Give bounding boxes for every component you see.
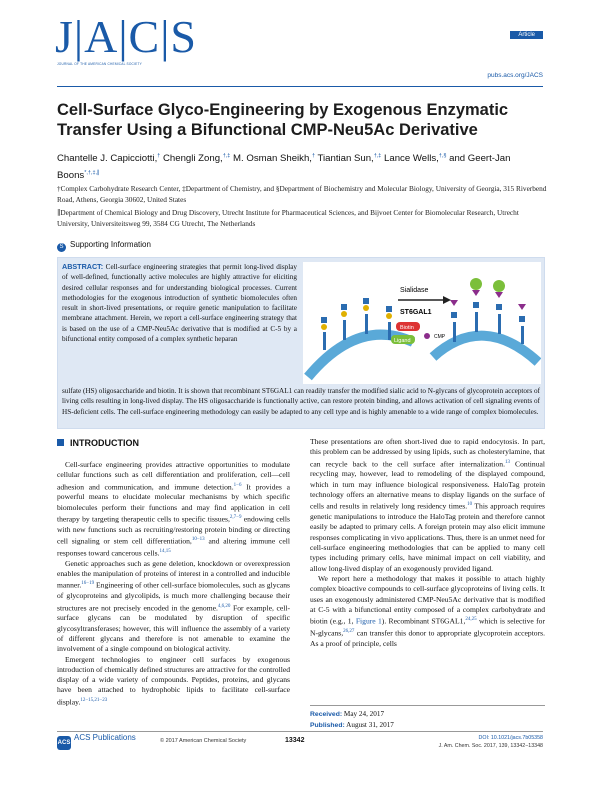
biotin-label: Biotin	[400, 325, 414, 331]
right-column	[310, 437, 545, 649]
author-name: M. Osman Sheikh,	[233, 153, 312, 165]
header-divider	[57, 86, 543, 87]
abstract-text-full: sulfate (HS) oligosaccharide and biotin. It is shown that recombinant ST6GAL1 can readily transfer the modified sialic acid to N-glycans of glycoprotein acceptors of living cells resulting in long-lived display. The HS oligosaccharide is functionally active, can restore protein binding, and allows activation of cell signaling events of HS-deficient cells. The cell-surface engineering methodology can easily be adapted to any cell type and is highly amenable to a wide range of complex biomolecules.	[62, 387, 540, 416]
toc-graphic	[303, 262, 541, 384]
section-heading-introduction: INTRODUCTION	[57, 438, 139, 448]
author-affiliation-marker: †	[157, 153, 161, 159]
author-name: Chantelle J. Capicciotti,	[57, 153, 158, 165]
right-paragraph-1: These presentations are often short-lived due to rapid endocytosis. In part, this problem can be addressed by using lipids, such as cholesterylamine, that can recycle back to the cell surface after internalization.$^{13}$ Continual recycling may, however, lead to remodeling of the displayed compound, which in turn may influence biological responsiveness. HaloTag protein technology offers an alternative means to display ligands on the surface of cells and results in relatively long residency times.$^{10}$ This approach requires genetic manipulations to introduce the HaloTag protein and therefore cannot easily be adapted to primary cells. A foreign protein may also elicit immune responses complicating in vivo applications. Thus, there is an unmet need for cell-surface engineering methodologies that can be applied to many cell types including primary cells, have minimal impact on cell viability, and allow long-lived display of an exogenously provided ligand.	[310, 437, 545, 573]
supporting-info-link[interactable]	[57, 240, 151, 252]
left-column	[57, 460, 290, 708]
affiliation-2: ∥Department of Chemical Biology and Drug Discovery, Utrecht Institute for Pharmaceutical Sciences, and Bijvoet Center for Biomolecular Research, Utrecht University, Universiteitsweg 99, 3584 CG Utrecht, The Netherlands	[57, 208, 519, 228]
author-name: and Geert-Jan Boons	[57, 153, 511, 182]
author-name: Chengli Zong,	[162, 153, 223, 165]
logo-subtitle: JOURNAL OF THE AMERICAN CHEMICAL SOCIETY	[57, 62, 142, 66]
acs-publications-logo[interactable]: ACSACS Publications	[57, 733, 136, 750]
author-affiliation-marker: *,†,‡,∥	[84, 170, 100, 177]
journal-url-link[interactable]: pubs.acs.org/JACS	[487, 72, 543, 79]
cmp-label: CMP	[434, 334, 446, 340]
author-name: Lance Wells,	[384, 153, 439, 165]
author-affiliation-marker: †	[311, 153, 316, 159]
author-list	[57, 149, 547, 183]
toc-svg	[303, 262, 541, 384]
intro-paragraph-3: Emergent technologies to engineer cell surfaces by exogenous introduction of chemically defined structures are attractive for the controlled display of a wide variety of compounds. Peptides, proteins, and glycans have been attached to hydrophobic lipids to facilitate cell-surface display.$^{12-15,21-23}$	[57, 654, 290, 707]
intro-paragraph-1: Cell-surface engineering provides attractive opportunities to modulate cellular functions such as cell differentiation and proliferation, cell—cell adhesion and communication, and immune detection.$^{1-6}$ It provides a powerful means to elucidate molecular mechanisms by which specific biomolecules perform their functions and may find application in cell therapy by targeting therapeutic cells to specific tissues,$^{2,7-9}$ endowing cells with new functions such as recruiting/restoring protein binding or directing cell signaling or stem cell differentiation,$^{10-13}$ and altering immune cell responses toward cancerous cells.$^{14,15}$	[57, 460, 291, 558]
footer-divider	[57, 731, 543, 732]
acs-logo-icon: ACS	[57, 736, 71, 750]
page-number: 13342	[285, 737, 305, 744]
section-square-icon	[57, 439, 64, 446]
arrow-label-1: Sialidase	[400, 287, 429, 294]
ligand-label: Ligand	[394, 338, 411, 344]
supporting-info-label: Supporting Information	[70, 240, 151, 249]
author-affiliation-marker: †,§	[438, 153, 447, 159]
arrow-label-2: ST6GAL1	[400, 309, 432, 316]
article-title: Cell-Surface Glyco-Engineering by Exogenous Enzymatic Transfer Using a Bifunctional CMP-Neu5Ac Derivative	[57, 101, 509, 139]
doi-link[interactable]: DOI: 10.1021/jacs.7b05358	[478, 735, 543, 741]
intro-paragraph-2: Genetic approaches such as gene deletion, knockdown or overexpression enables the manipulation of proteins of interest in a controlled and inducible manner.$^{16-19}$ Engineering of other cell-surface biomolecules, such as glycans of glycoproteins and glycolipids, is much more challenging because their structures are not precisely encoded in the genome.$^{4,6,20}$ For example, cell-surface glycans can be modulated by disruption of specific glycosyltransferases; however, this will influence the assembly of a variety of different glycans and therefore is not amenable to examine the involvement of a single compound on biological activity.	[57, 558, 290, 654]
affiliation-1: †Complex Carbohydrate Research Center, ‡Department of Chemistry, and §Department of Biochemistry and Molecular Biology, University of Georgia, 315 Riverbend Road, Athens, Georgia 30602, United States	[57, 184, 547, 204]
abstract-text-left	[62, 262, 297, 344]
author-affiliation-marker: †,‡	[222, 153, 231, 159]
info-icon: S	[57, 243, 66, 252]
right-paragraph-2: We report here a methodology that makes it possible to attach highly complex bioactive compounds to cell-surface glycoproteins of living cells. It uses an exogenously administered CMP-Neu5Ac derivative that is modified at C-5 with a bifunctional entity composed of a complex carbohydrate and biotin (e.g., 1, Figure 1). Recombinant ST6GAL1,$^{24,25}$ which is selective for N-glycans,$^{26,27}$ can transfer this donor to appropriate glycoprotein acceptors. As a proof of principle, cells	[310, 573, 545, 648]
journal-logo	[55, 11, 205, 66]
citation: J. Am. Chem. Soc. 2017, 139, 13342−13348	[438, 742, 543, 749]
logo-letters: J|A|C|S	[55, 11, 198, 62]
abstract-label: ABSTRACT:	[62, 262, 104, 271]
abstract-body-left: Cell-surface engineering strategies that permit long-lived display of well-defined, functionally active molecules are highly attractive for eliciting desired cellular responses and for understanding biological processes. Current methodologies for the exogenous introduction of synthetic biomolecules often result in short-lived presentations, or require genetic manipulation to facilitate membrane attachment. Herein, we report a cell-surface engineering strategy that is based on the use of a CMP-Neu5Ac derivative that is modified at C-5 by a bifunctional entity composed of a complex synthetic heparan	[62, 263, 297, 344]
published-date: Published: August 31, 2017	[310, 721, 394, 729]
author-name: Tiantian Sun,	[317, 153, 374, 165]
copyright: © 2017 American Chemical Society	[160, 738, 247, 744]
publication-dates	[310, 705, 545, 731]
author-affiliation-marker: †,‡	[373, 153, 382, 159]
doi-citation	[439, 735, 543, 750]
figure-1-link[interactable]: Figure 1	[355, 616, 382, 626]
received-date: Received: May 24, 2017	[310, 710, 385, 718]
article-type-tag: Article	[510, 31, 543, 39]
